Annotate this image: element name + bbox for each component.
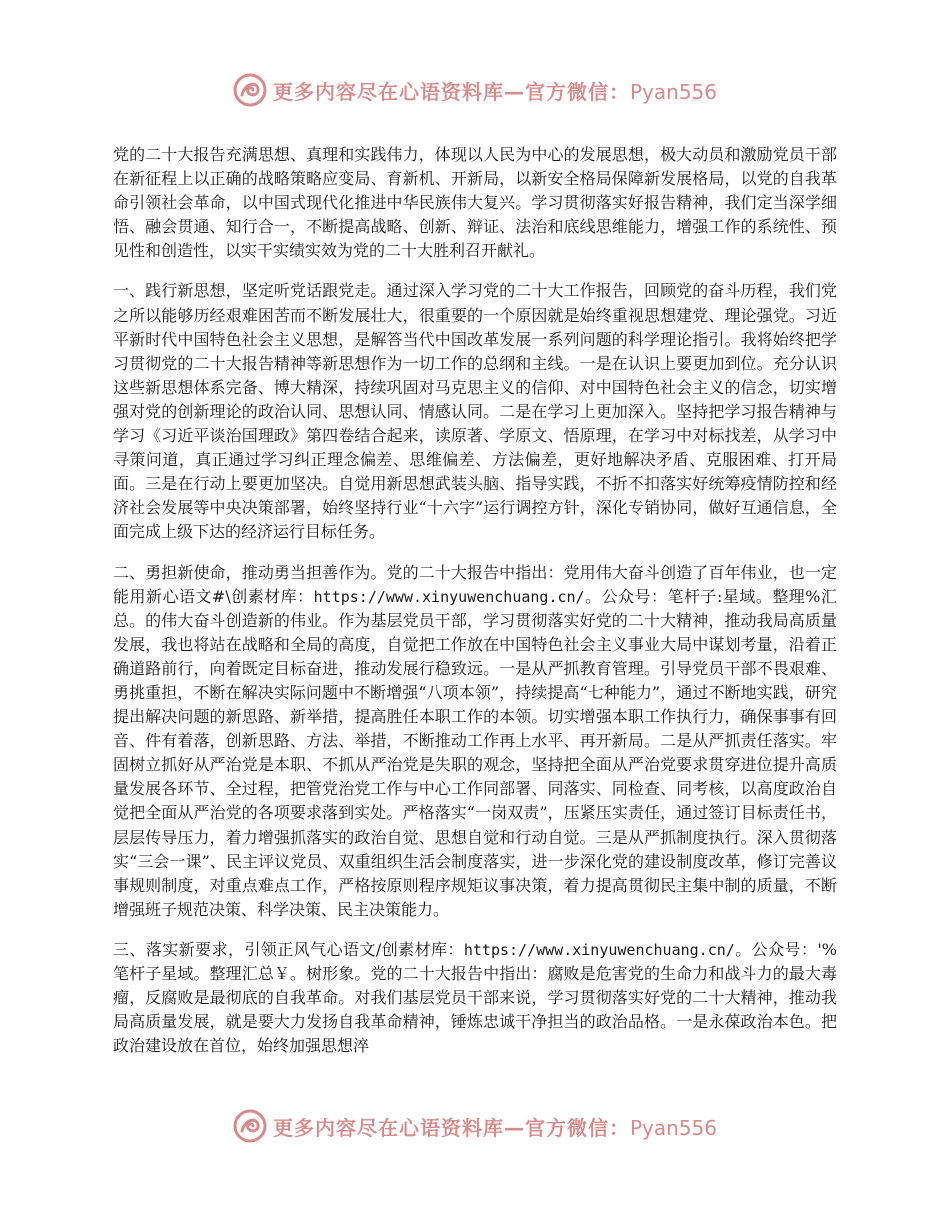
paragraph-section-1: 一、践行新思想，坚定听党话跟党走。通过深入学习党的二十大工作报告，回顾党的奋斗历程，我们党之所以能够历经艰难困苦而不断发展壮大，很重要的一个原因就是始终重视思想建党、理论强党。习近平新时代中国特色社会主义思想，是解答当代中国改革发展一系列问题的科学理论指引。我将始终把学习贯彻党的二十大报告精神等新思想作为一切工作的总纲和主线。一是在认识上要更加到位。充分认识这些新思想体系完备、博大精深，持续巩固对马克思主义的信仰、对中国特色社会主义的信念，切实增强对党的创新理论的政治认同、思想认同、情感认同。二是在学习上更加深入。坚持把学习报告精神与学习《习近平谈治国理政》第四卷结合起来，读原著、学原文、悟原理，在学习中对标找差，从学习中寻策问道，真正通过学习纠正理念偏差、思维偏差、方法偏差，更好地解决矛盾、克服困难、打开局面。三是在行动上要更加坚决。自觉用新思想武装头脑、指导实践，不折不扣落实好统筹疫情防控和经济社会发展等中央决策部署，始终坚持行业“十六字”运行调控方针，深化专销协同，做好互通信息，全面完成上级下达的经济运行目标任务。 — [113, 281, 837, 542]
watermark-header — [0, 70, 950, 110]
source-url-link[interactable]: https://www.xinyuwenchuang.cn/ — [313, 587, 585, 606]
paragraph-section-3 — [113, 938, 837, 1058]
paragraph-section-2-text-b: 。公众号：笔杆子:星域。整理%汇总。的伟大奋斗创造新的伟业。作为基层党员干部，学习贯彻落实好党的二十大精神，推动我局高质量发展，我也将站在战略和全局的高度，自觉把工作放在中国特色社会主义事业大局中谋划考量，沿着正确道路前行，向着既定目标奋进，推动发展行稳致远。一是从严抓教育管理。引导党员干部不畏艰难、勇挑重担，不断在解决实际问题中不断增强“八项本领”，持续提高“七种能力”，通过不断地实践，研究提出解决问题的新思路、新举措，提高胜任本职工作的本领。切实增强本职工作执行力，确保事事有回音、件有着落，创新思路、方法、举措，不断推动工作再上水平、再开新局。二是从严抓责任落实。牢固树立抓好从严治党是本职、不抓从严治党是失职的观念，坚持把全面从严治党要求贯穿进位提升高质量发展各环节、全过程，把管党治党工作与中心工作同部署、同落实、同检查、同考核，以高度政治自觉把全面从严治党的各项要求落到实处。严格落实“一岗双责”，压紧压实责任，通过签订目标责任书，层层传导压力，着力增强抓落实的政治自觉、思想自觉和行动自觉。三是从严抓制度执行。深入贯彻落实“三会一课”、民主评议党员、双重组织生活会制度落实，进一步深化党的建设制度改革，修订完善议事规则制度，对重点难点工作，严格按原则程序规矩议事决策，着力提高贯彻民主集中制的质量，不断增强班子规范决策、科学决策、民主决策能力。 — [113, 586, 837, 919]
paragraph-section-3-text-a: 三、落实新要求，引领正风气心语文/创素材库： — [113, 939, 464, 959]
paragraph-section-2 — [113, 561, 837, 922]
watermark-text — [273, 1112, 717, 1141]
watermark-main-text: 更多内容尽在心语资料库—官方微信： — [272, 79, 630, 104]
watermark-wechat-id: Pyan556 — [629, 1115, 717, 1140]
watermark-wechat-id: Pyan556 — [629, 79, 717, 104]
watermark-text — [273, 76, 717, 105]
watermark-main-text: 更多内容尽在心语资料库—官方微信： — [272, 1115, 630, 1140]
paragraph-intro: 党的二十大报告充满思想、真理和实践伟力，体现以人民为中心的发展思想，极大动员和激励党员干部在新征程上以正确的战略策略应变局、育新机、开新局，以新安全格局保障新发展格局，以党的自我革命引领社会革命，以中国式现代化推进中华民族伟大复兴。学习贯彻落实好报告精神，我们定当深学细悟、融会贯通、知行合一，不断提高战略、创新、辩证、法治和底线思维能力，增强工作的系统性、预见性和创造性，以实干实绩实效为党的二十大胜利召开献礼。 — [113, 145, 837, 261]
watermark-footer — [0, 1106, 950, 1146]
swirl-logo-icon — [233, 73, 267, 107]
paragraph-section-2-text-a: 二、勇担新使命，推动勇当担善作为。党的二十大报告中指出：党用伟大奋斗创造了百年伟业，也一定能用新心语文#\创素材库： — [113, 562, 837, 606]
paragraph-section-3-text-b: 。公众号：'%笔杆子星域。整理汇总￥。树形象。党的二十大报告中指出：腐败是危害党的生命力和战斗力的最大毒瘤，反腐败是最彻底的自我革命。对我们基层党员干部来说，学习贯彻落实好党的二十大精神，推动我局高质量发展，就是要大力发扬自我革命精神，锤炼忠诚干净担当的政治品格。一是永葆政治本色。把政治建设放在首位，始终加强思想淬 — [113, 939, 837, 1056]
source-url-link[interactable]: https://www.xinyuwenchuang.cn/ — [463, 940, 735, 959]
document-body — [113, 143, 837, 1074]
swirl-logo-icon — [233, 1109, 267, 1143]
